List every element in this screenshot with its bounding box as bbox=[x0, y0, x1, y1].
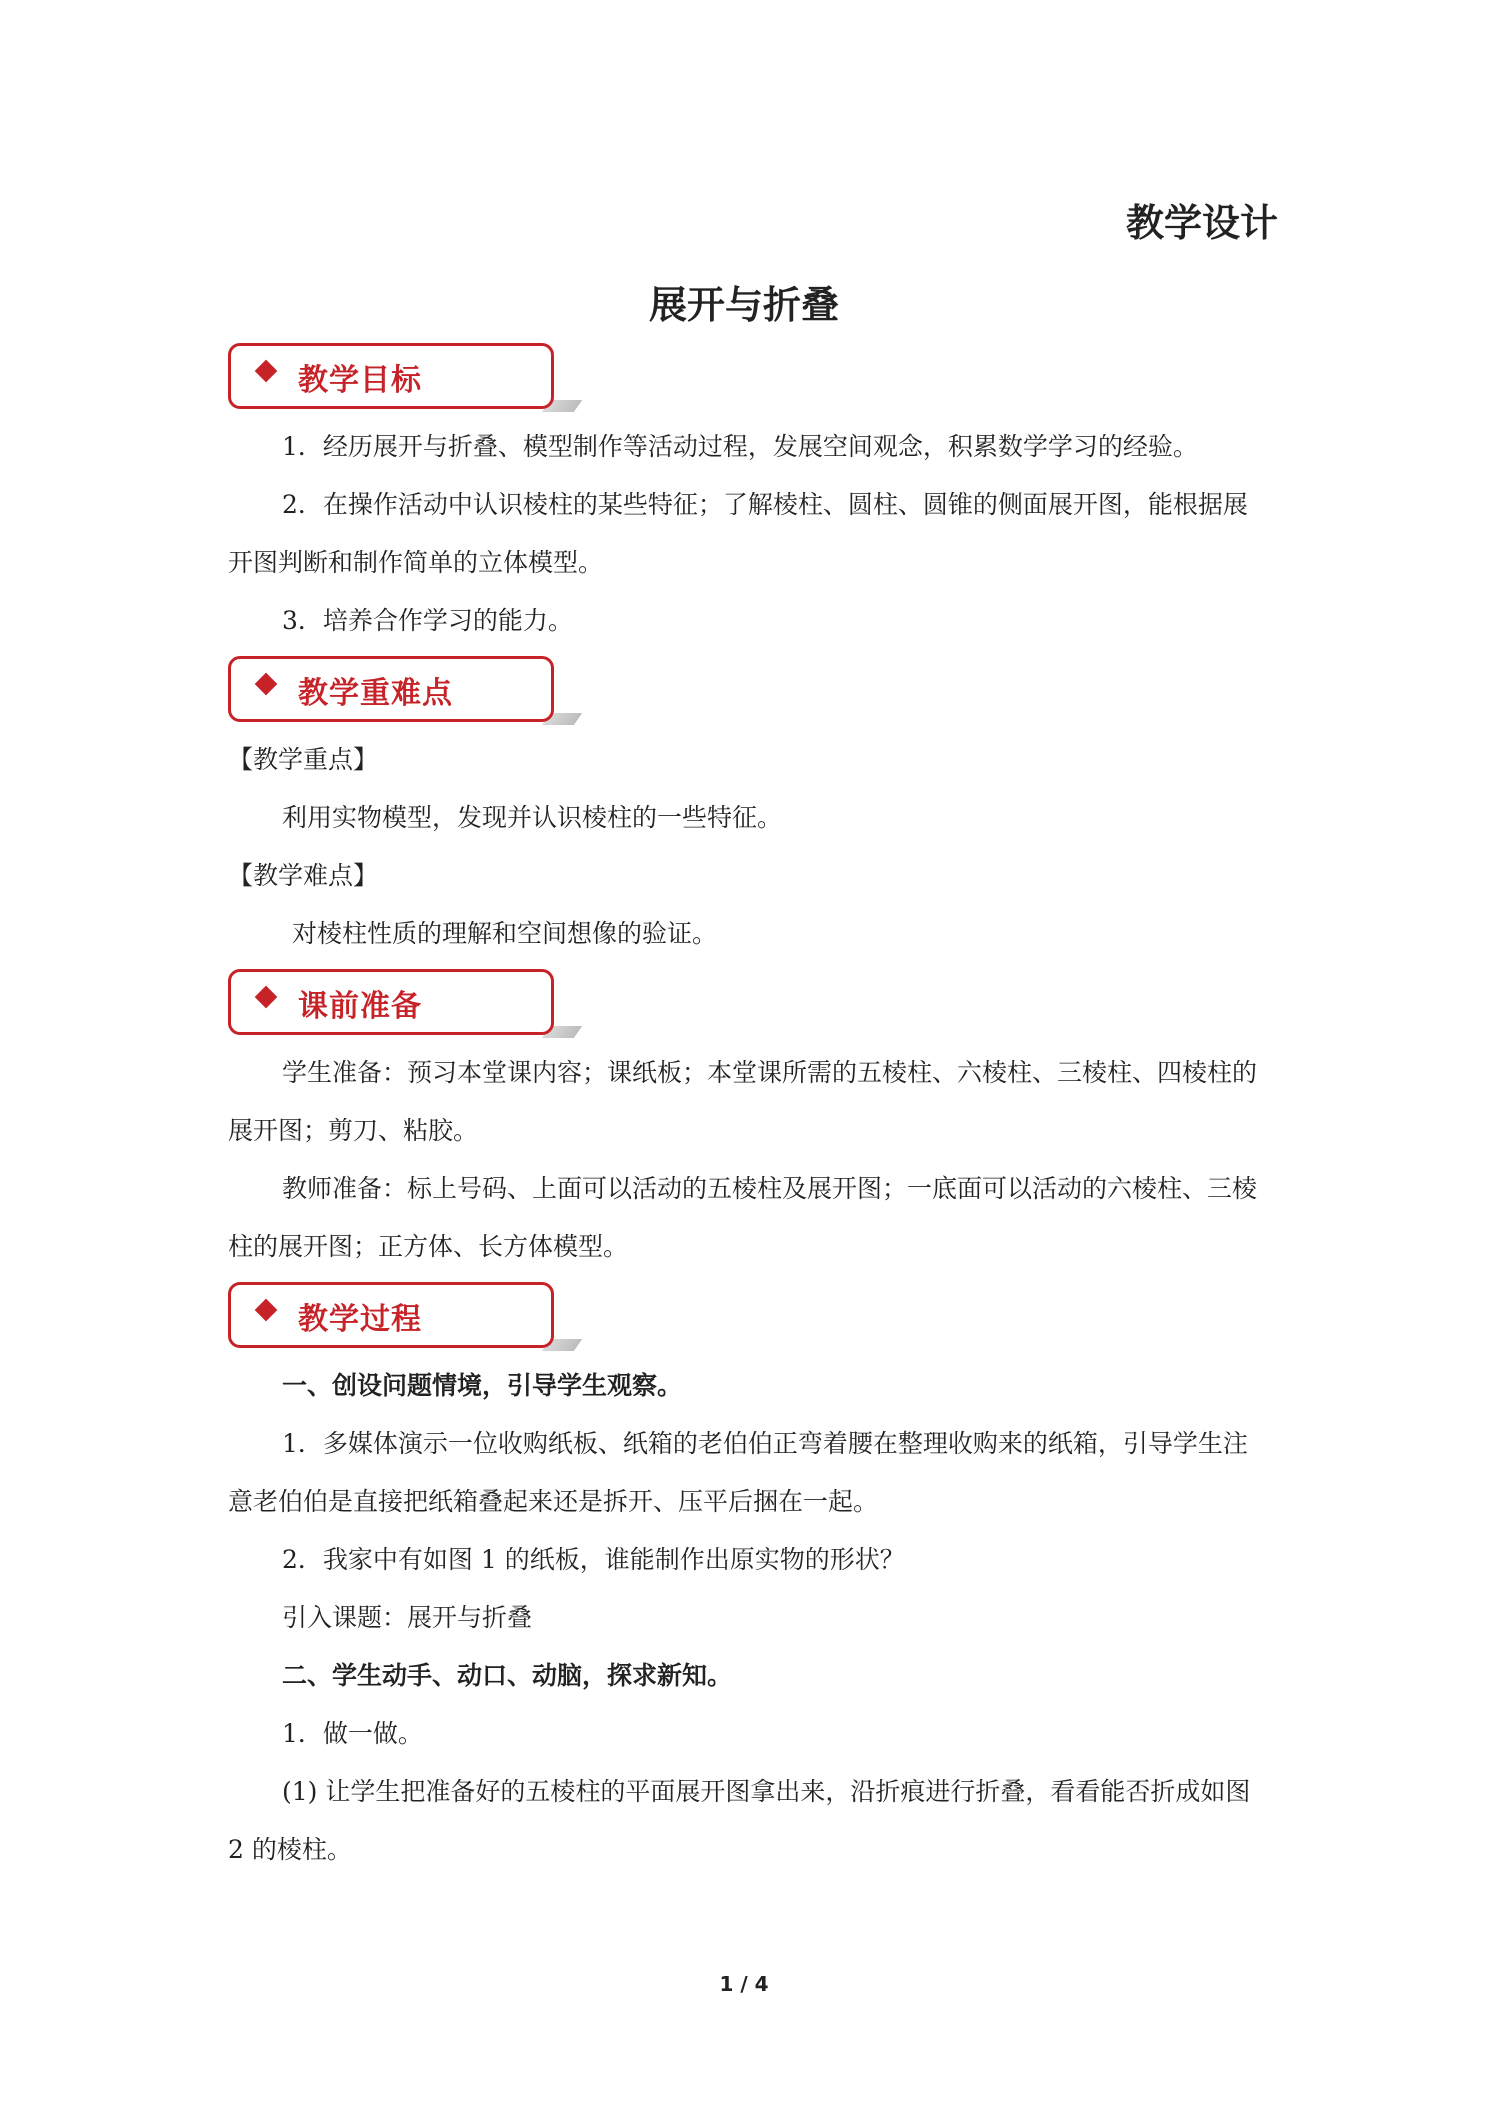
objective-item-3: 3．培养合作学习的能力。 bbox=[282, 606, 573, 635]
process-part2-heading: 二、学生动手、动口、动脑，探求新知。 bbox=[282, 1661, 733, 1690]
difficulty-label: 【教学难点】 bbox=[228, 861, 379, 890]
process-part2-item1: 1．做一做。 bbox=[282, 1719, 423, 1748]
difficulty-text: 对棱柱性质的理解和空间想像的验证。 bbox=[292, 919, 718, 948]
section-header-label: 教学重难点 bbox=[298, 676, 453, 711]
objective-item-2: 2．在操作活动中认识棱柱的某些特征；了解棱柱、圆柱、圆锥的侧面展开图，能根据展开图判断和制作简单的立体模型。 bbox=[228, 490, 1248, 577]
section-header-preparation bbox=[228, 969, 588, 1043]
process-part1-item2: 2．我家中有如图 1 的纸板，谁能制作出原实物的形状？ bbox=[282, 1545, 905, 1574]
focus-label: 【教学重点】 bbox=[228, 745, 379, 774]
process-part1-intro: 引入课题：展开与折叠 bbox=[282, 1603, 533, 1632]
page-title: 展开与折叠 bbox=[648, 283, 839, 327]
process-part1-item1: 1．多媒体演示一位收购纸板、纸箱的老伯伯正弯着腰在整理收购来的纸箱，引导学生注意老伯伯是直接把纸箱叠起来还是拆开、压平后捆在一起。 bbox=[228, 1429, 1248, 1516]
process-part1-heading: 一、创设问题情境，引导学生观察。 bbox=[282, 1371, 683, 1400]
section-header-objectives bbox=[228, 343, 588, 417]
teacher-preparation: 教师准备：标上号码、上面可以活动的五棱柱及展开图；一底面可以活动的六棱柱、三棱柱的展开图；正方体、长方体模型。 bbox=[228, 1174, 1258, 1261]
focus-text: 利用实物模型，发现并认识棱柱的一些特征。 bbox=[282, 803, 783, 832]
section-header-label: 课前准备 bbox=[298, 989, 422, 1024]
section-header-key-points bbox=[228, 656, 588, 730]
section-header-label: 教学过程 bbox=[298, 1302, 422, 1337]
student-preparation: 学生准备：预习本堂课内容；课纸板；本堂课所需的五棱柱、六棱柱、三棱柱、四棱柱的展开图；剪刀、粘胶。 bbox=[228, 1058, 1258, 1145]
section-header-label: 教学目标 bbox=[298, 363, 422, 398]
document-type-heading: 教学设计 bbox=[1125, 201, 1278, 245]
objective-item-1: 1．经历展开与折叠、模型制作等活动过程，发展空间观念，积累数学学习的经验。 bbox=[282, 432, 1198, 461]
page-number: 1 / 4 bbox=[719, 1972, 769, 1996]
process-part2-item1-sub: (1) 让学生把准备好的五棱柱的平面展开图拿出来，沿折痕进行折叠，看看能否折成如图 2 的棱柱。 bbox=[228, 1777, 1251, 1864]
section-header-process bbox=[228, 1282, 588, 1356]
